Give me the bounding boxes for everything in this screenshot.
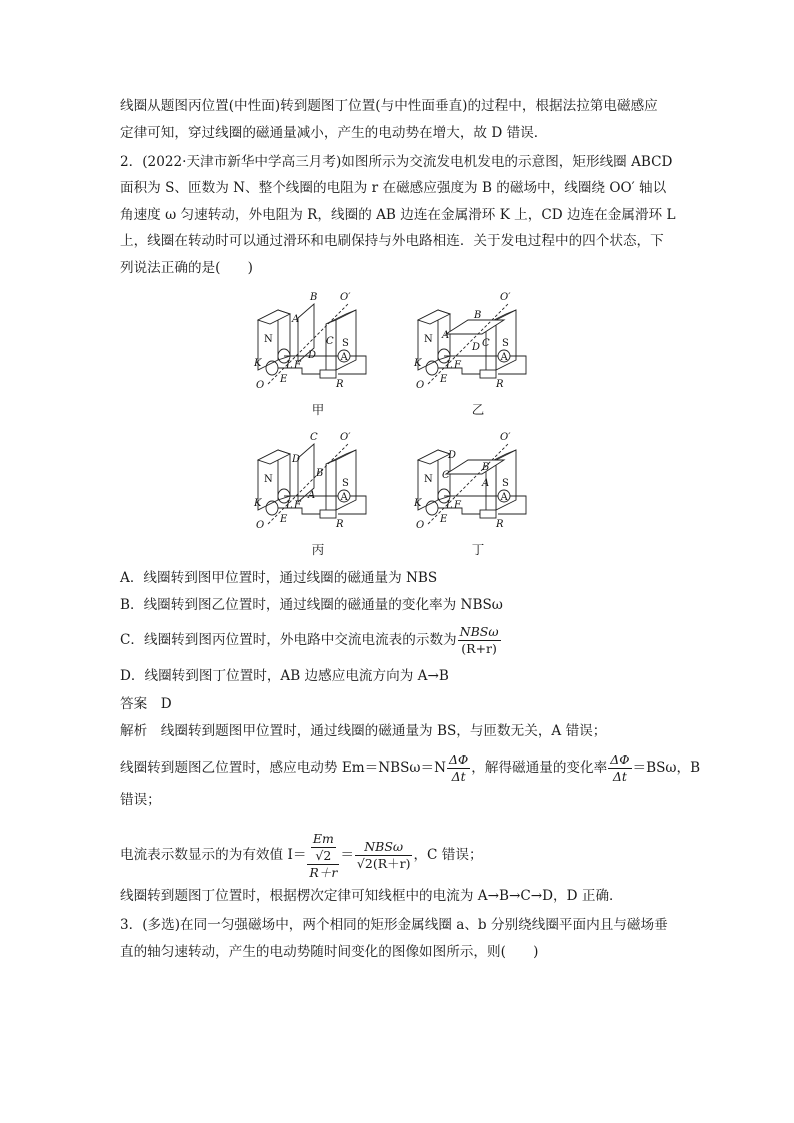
numerator: ΔΦ	[610, 752, 630, 767]
label-L: L	[446, 500, 453, 511]
label-F: F	[454, 500, 461, 511]
numerator: NBSω	[355, 839, 413, 856]
answer: 答案 D	[120, 696, 172, 712]
label-E: E	[280, 514, 288, 525]
text-line: 线圈从题图丙位置(中性面)转到题图丁位置(与中性面垂直)的过程中，根据法拉第电磁感应	[120, 98, 658, 114]
ammeter-label: A	[340, 492, 348, 503]
label-B: B	[474, 310, 482, 321]
label-N: N	[264, 334, 273, 345]
denominator: R＋r	[309, 864, 338, 880]
label-L: L	[446, 360, 453, 371]
explanation-text: 电流表示数显示的为有效值 I＝	[120, 847, 307, 863]
label-B: B	[482, 462, 490, 473]
label-S: S	[342, 338, 349, 349]
figure-jia	[248, 290, 388, 417]
label-A: A	[308, 490, 316, 501]
label-O-prime: O′	[500, 432, 511, 443]
ammeter-label: A	[340, 352, 348, 363]
explanation-text: ，C 错误；	[413, 847, 483, 863]
label-D: D	[292, 454, 301, 465]
figure-caption: 丙	[311, 542, 325, 557]
label-D: D	[308, 350, 317, 361]
explanation-line: 错误；	[120, 792, 161, 808]
label-K: K	[414, 498, 422, 509]
figure-caption: 丁	[471, 542, 485, 557]
label-F: F	[454, 360, 461, 371]
label-A: A	[482, 478, 490, 489]
label-E: E	[440, 514, 448, 525]
question-2-line: 角速度 ω 匀速转动，外电阻为 R，线圈的 AB 边连在金属滑环 K 上，CD 边连在金属滑环 L	[120, 207, 676, 223]
option-c-text: C．线圈转到图丙位置时，外电路中交流电流表的示数为	[120, 632, 457, 648]
label-O-prime: O′	[340, 432, 351, 443]
figure-bing	[248, 430, 388, 557]
figure-yi-drawing	[408, 290, 548, 410]
figure-caption: 乙	[471, 402, 485, 417]
explanation-line: 线圈转到题图丁位置时，根据楞次定律可知线框中的电流为 A→B→C→D，D 正确．	[120, 888, 623, 904]
label-L: L	[286, 500, 293, 511]
figure-ding	[408, 430, 548, 557]
ammeter-label: A	[500, 492, 508, 503]
question-3-line: 3．(多选)在同一匀强磁场中，两个相同的矩形金属线圈 a、b 分别绕线圈平面内且与磁场垂	[120, 917, 668, 933]
figure-caption: 甲	[311, 402, 325, 417]
denominator: Δt	[612, 769, 627, 784]
question-2-line: 列说法正确的是( )	[120, 260, 253, 276]
label-O: O	[416, 380, 425, 391]
explanation-line: 解析 线圈转到题图甲位置时，通过线圈的磁通量为 BS，与匝数无关，A 错误；	[120, 723, 607, 739]
label-K: K	[414, 358, 422, 369]
label-K: K	[254, 498, 262, 509]
option-a: A．线圈转到图甲位置时，通过线圈的磁通量为 NBS	[120, 570, 438, 586]
label-L: L	[286, 360, 293, 371]
numerator: Em	[312, 830, 334, 846]
label-C: C	[482, 338, 490, 349]
figure-bing-drawing	[248, 430, 388, 550]
label-B: B	[310, 292, 318, 303]
label-D: D	[472, 342, 481, 353]
figure-jia-drawing	[248, 290, 388, 410]
explanation-line	[120, 820, 483, 890]
generator-figures	[248, 290, 548, 560]
label-C: C	[310, 432, 318, 443]
nested-fraction	[311, 831, 336, 864]
label-B: B	[316, 468, 324, 479]
denominator: Δt	[451, 769, 466, 784]
question-3-line: 直的轴匀速转动，产生的电动势随时间变化的图像如图所示，则( )	[120, 944, 539, 960]
numerator	[307, 831, 339, 865]
question-2-line: 面积为 S、匝数为 N、整个线圈的电阻为 r 在磁感应强度为 B 的磁场中，线圈绕 OO′ 轴以	[120, 180, 667, 196]
label-F: F	[294, 500, 301, 511]
question-2-line: 上，线圈在转动时可以通过滑环和电刷保持与外电路相连．关于发电过程中的四个状态，下	[120, 233, 664, 249]
fraction	[458, 624, 501, 657]
fraction	[307, 831, 339, 881]
label-F: F	[294, 360, 301, 371]
option-b: B．线圈转到图乙位置时，通过线圈的磁通量的变化率为 NBSω	[120, 597, 503, 613]
numerator: NBSω	[459, 624, 499, 639]
label-A: A	[442, 330, 450, 341]
label-E: E	[280, 374, 288, 385]
label-R: R	[496, 379, 504, 390]
label-O-prime: O′	[340, 292, 351, 303]
explanation-text: 线圈转到题图乙位置时，感应电动势 Em＝NBSω＝N	[120, 760, 446, 776]
question-2-line: 2．(2022·天津市新华中学高三月考)如图所示为交流发电机发电的示意图，矩形线圈 ABCD	[120, 154, 673, 170]
label-D: D	[448, 450, 457, 461]
label-O: O	[256, 380, 265, 391]
label-R: R	[336, 519, 344, 530]
explanation-line	[120, 750, 700, 786]
fraction	[608, 752, 631, 785]
label-N: N	[424, 334, 433, 345]
text-line: 定律可知，穿过线圈的磁通量减小，产生的电动势在增大，故 D 错误．	[120, 125, 548, 141]
label-K: K	[254, 358, 262, 369]
figure-ding-drawing	[408, 430, 548, 550]
denominator: √2	[315, 847, 332, 863]
fraction	[447, 752, 470, 785]
denominator: √2(R＋r)	[356, 856, 411, 871]
label-S: S	[502, 478, 509, 489]
option-c	[120, 622, 502, 658]
label-C: C	[442, 470, 450, 481]
denominator: (R+r)	[461, 641, 497, 656]
label-N: N	[264, 474, 273, 485]
fraction	[355, 839, 413, 872]
label-O: O	[256, 520, 265, 531]
ammeter-label: A	[500, 352, 508, 363]
label-R: R	[496, 519, 504, 530]
label-O: O	[416, 520, 425, 531]
figure-yi	[408, 290, 548, 417]
label-C: C	[326, 336, 334, 347]
label-S: S	[342, 478, 349, 489]
explanation-text: ＝BSω，B	[632, 760, 701, 776]
label-O-prime: O′	[500, 292, 511, 303]
label-S: S	[502, 338, 509, 349]
numerator: ΔΦ	[449, 752, 469, 767]
label-A: A	[292, 314, 300, 325]
label-N: N	[424, 474, 433, 485]
explanation-text: ，解得磁通量的变化率	[471, 760, 608, 776]
equals: ＝	[340, 847, 354, 863]
label-R: R	[336, 379, 344, 390]
option-d: D．线圈转到图丁位置时，AB 边感应电流方向为 A→B	[120, 668, 449, 684]
label-E: E	[440, 374, 448, 385]
